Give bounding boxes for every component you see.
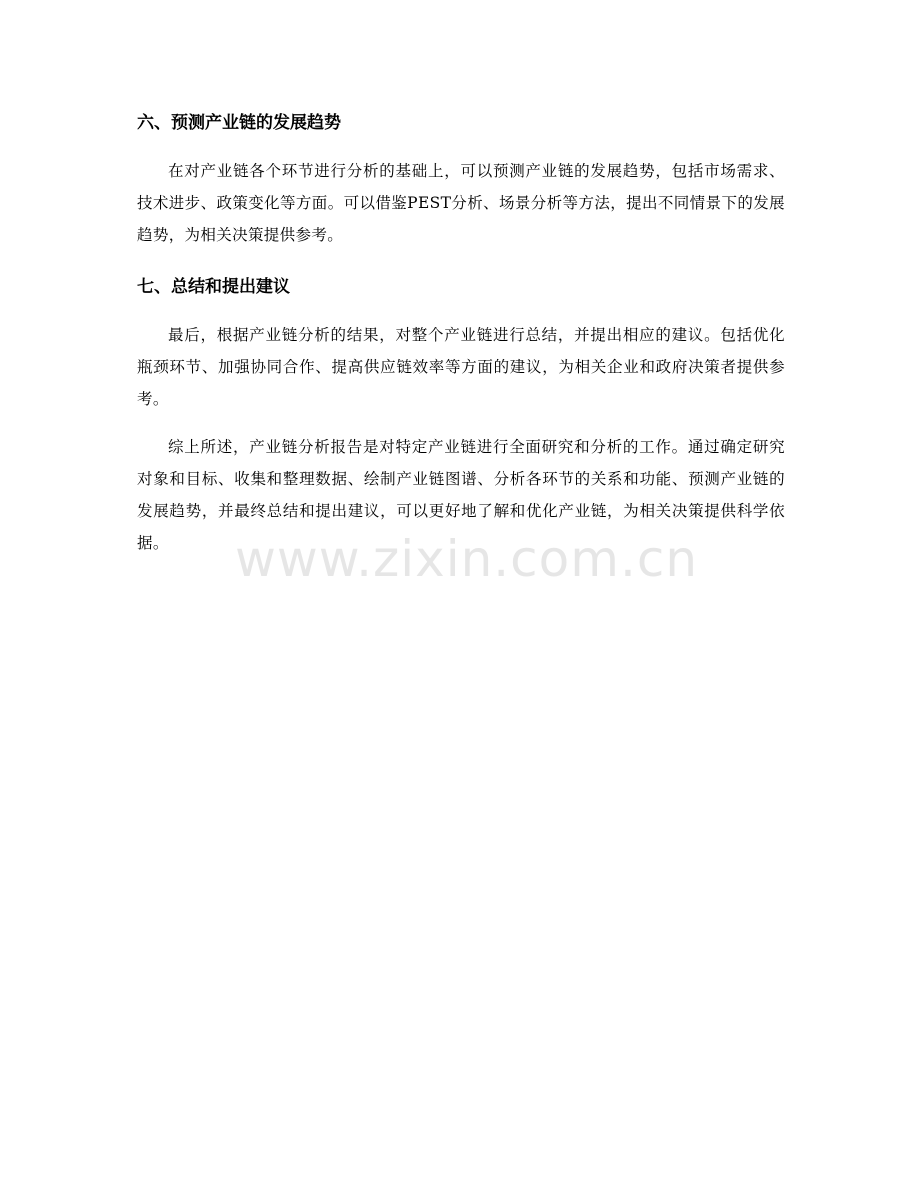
document-body	[137, 104, 785, 559]
paragraph-conclusion: 综上所述，产业链分析报告是对特定产业链进行全面研究和分析的工作。通过确定研究对象和目标、收集和整理数据、绘制产业链图谱、分析各环节的关系和功能、预测产业链的发展趋势，并最终总结和提出建议，可以更好地了解和优化产业链，为相关决策提供科学依据。	[137, 438, 785, 552]
paragraph-summary-suggestions: 最后，根据产业链分析的结果，对整个产业链进行总结，并提出相应的建议。包括优化瓶颈环节、加强协同合作、提高供应链效率等方面的建议，为相关企业和政府决策者提供参考。	[137, 326, 785, 408]
section-heading-6: 六、预测产业链的发展趋势	[137, 113, 341, 133]
paragraph-forecast-trends: 在对产业链各个环节进行分析的基础上，可以预测产业链的发展趋势，包括市场需求、技术进步、政策变化等方面。可以借鉴PEST分析、场景分析等方法，提出不同情景下的发展趋势，为相关决策提供参考。	[137, 162, 785, 244]
watermark: www.zixin.com.cn	[235, 530, 699, 588]
section-heading-7: 七、总结和提出建议	[137, 277, 290, 297]
